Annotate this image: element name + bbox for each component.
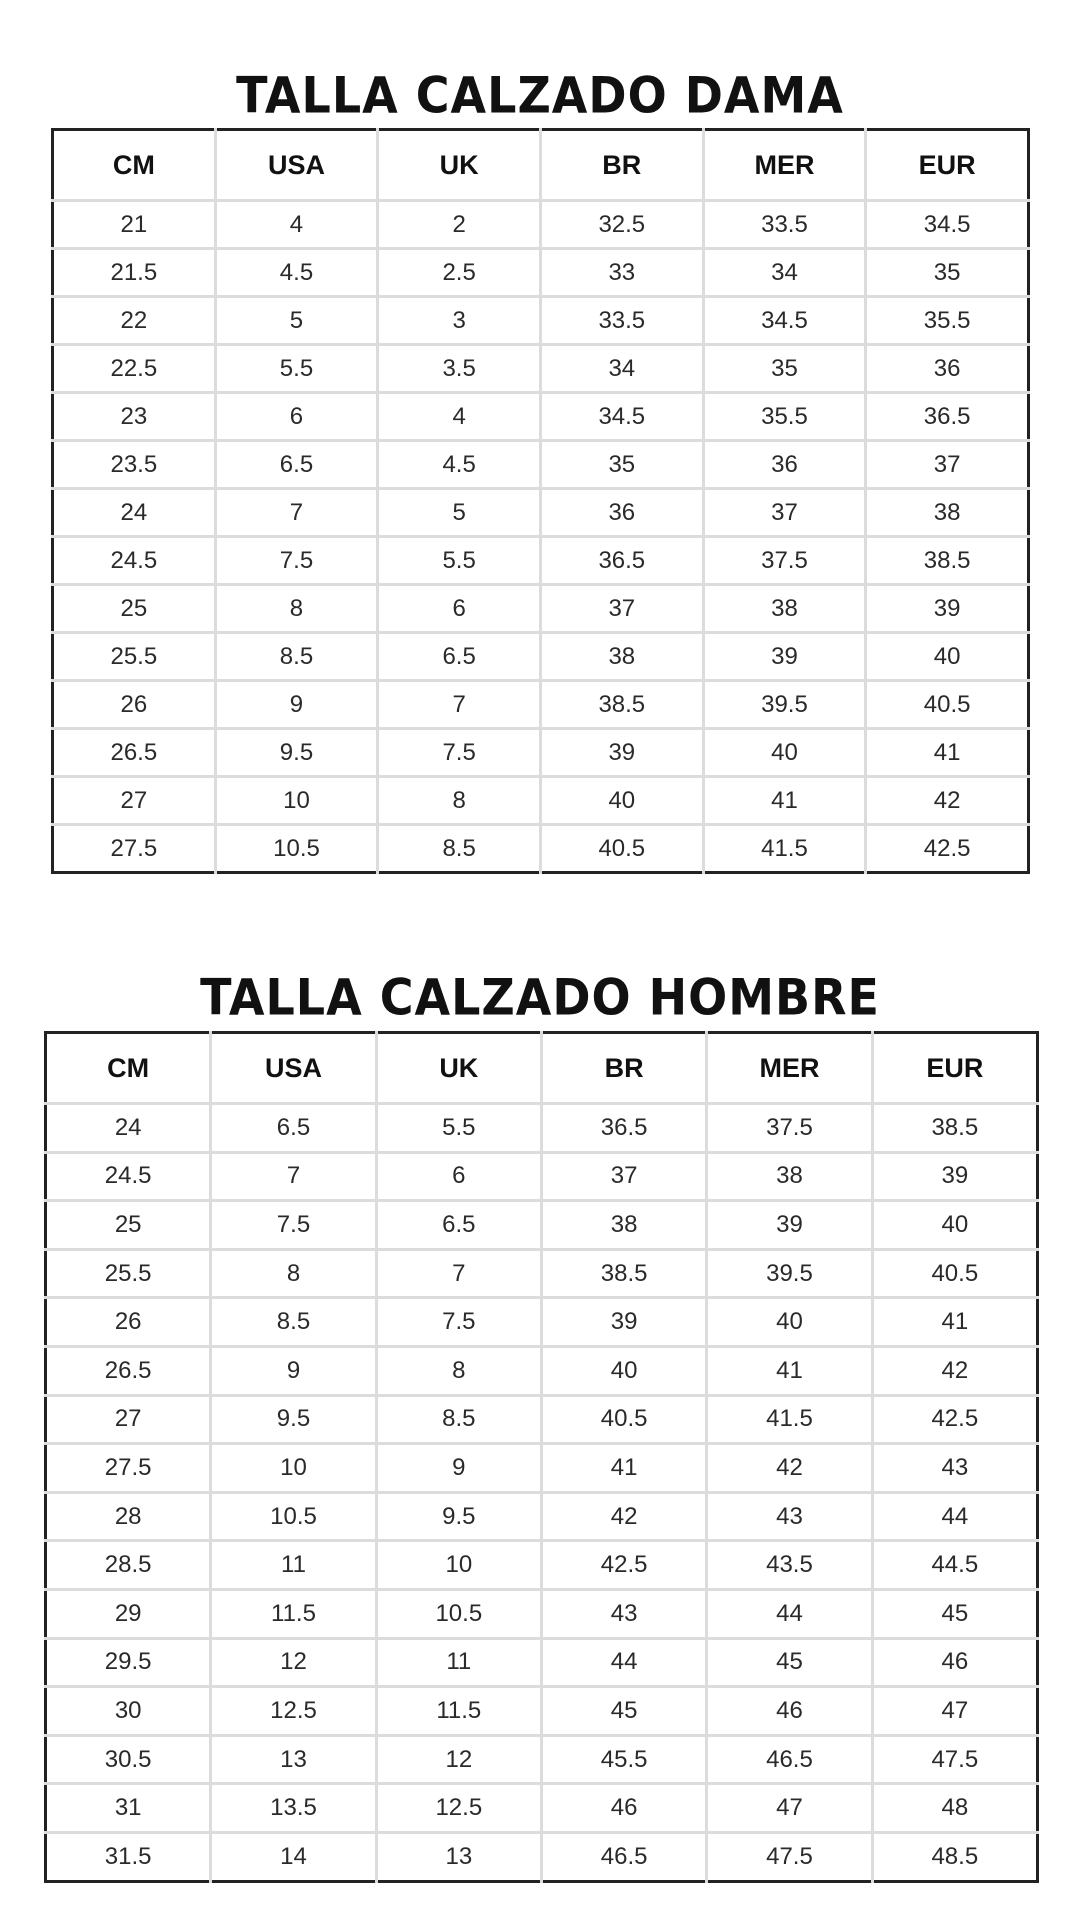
cell-mer: 33.5 [703, 201, 866, 249]
cell-usa: 8 [211, 1249, 376, 1298]
cell-usa: 9 [215, 681, 378, 729]
cell-eur: 44.5 [872, 1541, 1037, 1590]
cell-cm: 26.5 [46, 1346, 211, 1395]
cell-mer: 34 [703, 249, 866, 297]
cell-br: 45 [541, 1687, 706, 1736]
cell-cm: 30.5 [46, 1735, 211, 1784]
cell-cm: 21 [53, 201, 216, 249]
table-row [53, 441, 1029, 489]
cell-eur: 34.5 [866, 201, 1029, 249]
cell-mer: 35 [703, 345, 866, 393]
cell-br: 43 [541, 1589, 706, 1638]
cell-usa: 8.5 [211, 1298, 376, 1347]
table-row [46, 1492, 1038, 1541]
table-row [46, 1541, 1038, 1590]
cell-usa: 5 [215, 297, 378, 345]
table-row [46, 1395, 1038, 1444]
table-row [53, 681, 1029, 729]
cell-uk: 2 [378, 201, 541, 249]
cell-eur: 42 [872, 1346, 1037, 1395]
cell-mer: 41.5 [703, 825, 866, 873]
cell-usa: 4 [215, 201, 378, 249]
cell-usa: 12.5 [211, 1687, 376, 1736]
cell-uk: 7.5 [378, 729, 541, 777]
cell-mer: 45 [707, 1638, 872, 1687]
cell-uk: 4.5 [378, 441, 541, 489]
column-header-uk: UK [378, 130, 541, 201]
cell-uk: 12 [376, 1735, 541, 1784]
header-row [46, 1033, 1038, 1104]
cell-br: 38 [540, 633, 703, 681]
column-header-br: BR [540, 130, 703, 201]
cell-cm: 27.5 [46, 1444, 211, 1493]
cell-eur: 42.5 [866, 825, 1029, 873]
cell-mer: 39.5 [703, 681, 866, 729]
cell-eur: 40.5 [872, 1249, 1037, 1298]
cell-usa: 7.5 [215, 537, 378, 585]
cell-usa: 13.5 [211, 1784, 376, 1833]
table-row [53, 777, 1029, 825]
cell-usa: 5.5 [215, 345, 378, 393]
cell-br: 40 [541, 1346, 706, 1395]
cell-usa: 9.5 [215, 729, 378, 777]
header-row [53, 130, 1029, 201]
cell-uk: 8.5 [378, 825, 541, 873]
cell-mer: 43.5 [707, 1541, 872, 1590]
cell-br: 40.5 [541, 1395, 706, 1444]
cell-uk: 10.5 [376, 1589, 541, 1638]
cell-cm: 27.5 [53, 825, 216, 873]
cell-cm: 24.5 [46, 1152, 211, 1201]
cell-cm: 24 [53, 489, 216, 537]
cell-usa: 10.5 [215, 825, 378, 873]
table-row [46, 1298, 1038, 1347]
cell-mer: 37.5 [707, 1104, 872, 1153]
column-header-eur: EUR [872, 1033, 1037, 1104]
cell-usa: 6 [215, 393, 378, 441]
cell-cm: 29 [46, 1589, 211, 1638]
cell-uk: 11.5 [376, 1687, 541, 1736]
cell-mer: 40 [707, 1298, 872, 1347]
cell-br: 46 [541, 1784, 706, 1833]
cell-mer: 47 [707, 1784, 872, 1833]
cell-usa: 10.5 [211, 1492, 376, 1541]
table-row [53, 345, 1029, 393]
cell-uk: 5.5 [376, 1104, 541, 1153]
cell-cm: 23 [53, 393, 216, 441]
cell-mer: 46.5 [707, 1735, 872, 1784]
cell-br: 35 [540, 441, 703, 489]
cell-usa: 10 [215, 777, 378, 825]
column-header-mer: MER [703, 130, 866, 201]
cell-eur: 40 [872, 1201, 1037, 1250]
table-row [46, 1249, 1038, 1298]
table-row [46, 1152, 1038, 1201]
cell-eur: 39 [866, 585, 1029, 633]
column-header-usa: USA [215, 130, 378, 201]
cell-cm: 30 [46, 1687, 211, 1736]
cell-cm: 22 [53, 297, 216, 345]
cell-cm: 25.5 [53, 633, 216, 681]
cell-br: 42 [541, 1492, 706, 1541]
table-row [46, 1784, 1038, 1833]
column-header-mer: MER [707, 1033, 872, 1104]
cell-mer: 39 [703, 633, 866, 681]
cell-eur: 48 [872, 1784, 1037, 1833]
cell-mer: 37.5 [703, 537, 866, 585]
cell-br: 32.5 [540, 201, 703, 249]
cell-br: 38 [541, 1201, 706, 1250]
cell-eur: 38.5 [866, 537, 1029, 585]
cell-usa: 4.5 [215, 249, 378, 297]
cell-uk: 6 [376, 1152, 541, 1201]
cell-cm: 24 [46, 1104, 211, 1153]
cell-mer: 36 [703, 441, 866, 489]
cell-br: 36.5 [540, 537, 703, 585]
cell-cm: 21.5 [53, 249, 216, 297]
cell-usa: 6.5 [211, 1104, 376, 1153]
cell-usa: 13 [211, 1735, 376, 1784]
cell-uk: 12.5 [376, 1784, 541, 1833]
cell-mer: 34.5 [703, 297, 866, 345]
table-row [53, 489, 1029, 537]
cell-mer: 39 [707, 1201, 872, 1250]
column-header-br: BR [541, 1033, 706, 1104]
cell-mer: 38 [707, 1152, 872, 1201]
cell-usa: 11.5 [211, 1589, 376, 1638]
cell-br: 40.5 [540, 825, 703, 873]
cell-usa: 11 [211, 1541, 376, 1590]
cell-cm: 23.5 [53, 441, 216, 489]
cell-cm: 26 [46, 1298, 211, 1347]
cell-cm: 27 [46, 1395, 211, 1444]
cell-br: 36.5 [541, 1104, 706, 1153]
cell-uk: 3.5 [378, 345, 541, 393]
cell-eur: 38 [866, 489, 1029, 537]
cell-eur: 40.5 [866, 681, 1029, 729]
cell-br: 44 [541, 1638, 706, 1687]
cell-eur: 47.5 [872, 1735, 1037, 1784]
cell-br: 45.5 [541, 1735, 706, 1784]
cell-eur: 41 [866, 729, 1029, 777]
table-header [46, 1033, 1038, 1104]
cell-mer: 40 [703, 729, 866, 777]
cell-usa: 8.5 [215, 633, 378, 681]
cell-eur: 35.5 [866, 297, 1029, 345]
table-row [46, 1589, 1038, 1638]
cell-usa: 10 [211, 1444, 376, 1493]
cell-br: 34.5 [540, 393, 703, 441]
cell-mer: 41.5 [707, 1395, 872, 1444]
cell-uk: 7 [376, 1249, 541, 1298]
cell-eur: 48.5 [872, 1832, 1037, 1881]
cell-br: 41 [541, 1444, 706, 1493]
table-body [46, 1104, 1038, 1882]
cell-uk: 7.5 [376, 1298, 541, 1347]
cell-cm: 25 [53, 585, 216, 633]
cell-uk: 4 [378, 393, 541, 441]
cell-mer: 41 [707, 1346, 872, 1395]
cell-uk: 11 [376, 1638, 541, 1687]
cell-mer: 47.5 [707, 1832, 872, 1881]
cell-br: 38.5 [541, 1249, 706, 1298]
cell-mer: 46 [707, 1687, 872, 1736]
cell-cm: 24.5 [53, 537, 216, 585]
cell-cm: 28.5 [46, 1541, 211, 1590]
cell-uk: 8 [378, 777, 541, 825]
cell-usa: 7 [215, 489, 378, 537]
cell-cm: 28 [46, 1492, 211, 1541]
cell-br: 33.5 [540, 297, 703, 345]
cell-eur: 41 [872, 1298, 1037, 1347]
column-header-cm: CM [46, 1033, 211, 1104]
cell-mer: 44 [707, 1589, 872, 1638]
cell-cm: 26 [53, 681, 216, 729]
cell-eur: 35 [866, 249, 1029, 297]
cell-eur: 39 [872, 1152, 1037, 1201]
table-row [46, 1638, 1038, 1687]
men-size-title: TALLA CALZADO HOMBRE [200, 967, 880, 1027]
cell-eur: 37 [866, 441, 1029, 489]
cell-eur: 46 [872, 1638, 1037, 1687]
table-row [46, 1104, 1038, 1153]
cell-mer: 39.5 [707, 1249, 872, 1298]
cell-uk: 9.5 [376, 1492, 541, 1541]
cell-uk: 9 [376, 1444, 541, 1493]
cell-eur: 36 [866, 345, 1029, 393]
cell-cm: 25 [46, 1201, 211, 1250]
cell-uk: 3 [378, 297, 541, 345]
table-row [53, 633, 1029, 681]
column-header-cm: CM [53, 130, 216, 201]
table-row [53, 537, 1029, 585]
women-size-title: TALLA CALZADO DAMA [236, 65, 844, 125]
table-row [46, 1687, 1038, 1736]
cell-mer: 41 [703, 777, 866, 825]
table-row [53, 393, 1029, 441]
table-row [53, 585, 1029, 633]
cell-uk: 5 [378, 489, 541, 537]
cell-uk: 6.5 [376, 1201, 541, 1250]
cell-uk: 6 [378, 585, 541, 633]
cell-usa: 9.5 [211, 1395, 376, 1444]
cell-uk: 8.5 [376, 1395, 541, 1444]
table-row [53, 729, 1029, 777]
cell-br: 37 [541, 1152, 706, 1201]
cell-br: 34 [540, 345, 703, 393]
table-body [53, 201, 1029, 873]
column-header-uk: UK [376, 1033, 541, 1104]
table-row [53, 297, 1029, 345]
cell-eur: 42.5 [872, 1395, 1037, 1444]
cell-usa: 7 [211, 1152, 376, 1201]
table-row [46, 1832, 1038, 1881]
cell-cm: 22.5 [53, 345, 216, 393]
cell-cm: 29.5 [46, 1638, 211, 1687]
cell-eur: 45 [872, 1589, 1037, 1638]
cell-eur: 40 [866, 633, 1029, 681]
table-row [46, 1444, 1038, 1493]
cell-br: 40 [540, 777, 703, 825]
cell-br: 38.5 [540, 681, 703, 729]
cell-cm: 31.5 [46, 1832, 211, 1881]
cell-eur: 36.5 [866, 393, 1029, 441]
table-row [53, 249, 1029, 297]
column-header-eur: EUR [866, 130, 1029, 201]
cell-mer: 37 [703, 489, 866, 537]
table-header [53, 130, 1029, 201]
cell-mer: 38 [703, 585, 866, 633]
cell-cm: 27 [53, 777, 216, 825]
cell-eur: 44 [872, 1492, 1037, 1541]
cell-uk: 10 [376, 1541, 541, 1590]
cell-usa: 9 [211, 1346, 376, 1395]
cell-cm: 31 [46, 1784, 211, 1833]
cell-br: 46.5 [541, 1832, 706, 1881]
cell-br: 39 [541, 1298, 706, 1347]
cell-usa: 7.5 [211, 1201, 376, 1250]
table-row [53, 201, 1029, 249]
table-row [46, 1201, 1038, 1250]
cell-eur: 42 [866, 777, 1029, 825]
cell-usa: 14 [211, 1832, 376, 1881]
cell-mer: 35.5 [703, 393, 866, 441]
cell-uk: 13 [376, 1832, 541, 1881]
column-header-usa: USA [211, 1033, 376, 1104]
cell-usa: 6.5 [215, 441, 378, 489]
men-size-table [44, 1031, 1039, 1883]
cell-br: 33 [540, 249, 703, 297]
cell-uk: 7 [378, 681, 541, 729]
cell-uk: 6.5 [378, 633, 541, 681]
cell-br: 36 [540, 489, 703, 537]
cell-mer: 42 [707, 1444, 872, 1493]
cell-usa: 8 [215, 585, 378, 633]
cell-cm: 25.5 [46, 1249, 211, 1298]
cell-eur: 43 [872, 1444, 1037, 1493]
cell-br: 42.5 [541, 1541, 706, 1590]
cell-eur: 38.5 [872, 1104, 1037, 1153]
table-row [53, 825, 1029, 873]
cell-uk: 2.5 [378, 249, 541, 297]
cell-br: 39 [540, 729, 703, 777]
cell-uk: 5.5 [378, 537, 541, 585]
table-row [46, 1346, 1038, 1395]
cell-cm: 26.5 [53, 729, 216, 777]
women-size-table [51, 128, 1030, 874]
cell-br: 37 [540, 585, 703, 633]
cell-mer: 43 [707, 1492, 872, 1541]
cell-usa: 12 [211, 1638, 376, 1687]
cell-eur: 47 [872, 1687, 1037, 1736]
cell-uk: 8 [376, 1346, 541, 1395]
table-row [46, 1735, 1038, 1784]
